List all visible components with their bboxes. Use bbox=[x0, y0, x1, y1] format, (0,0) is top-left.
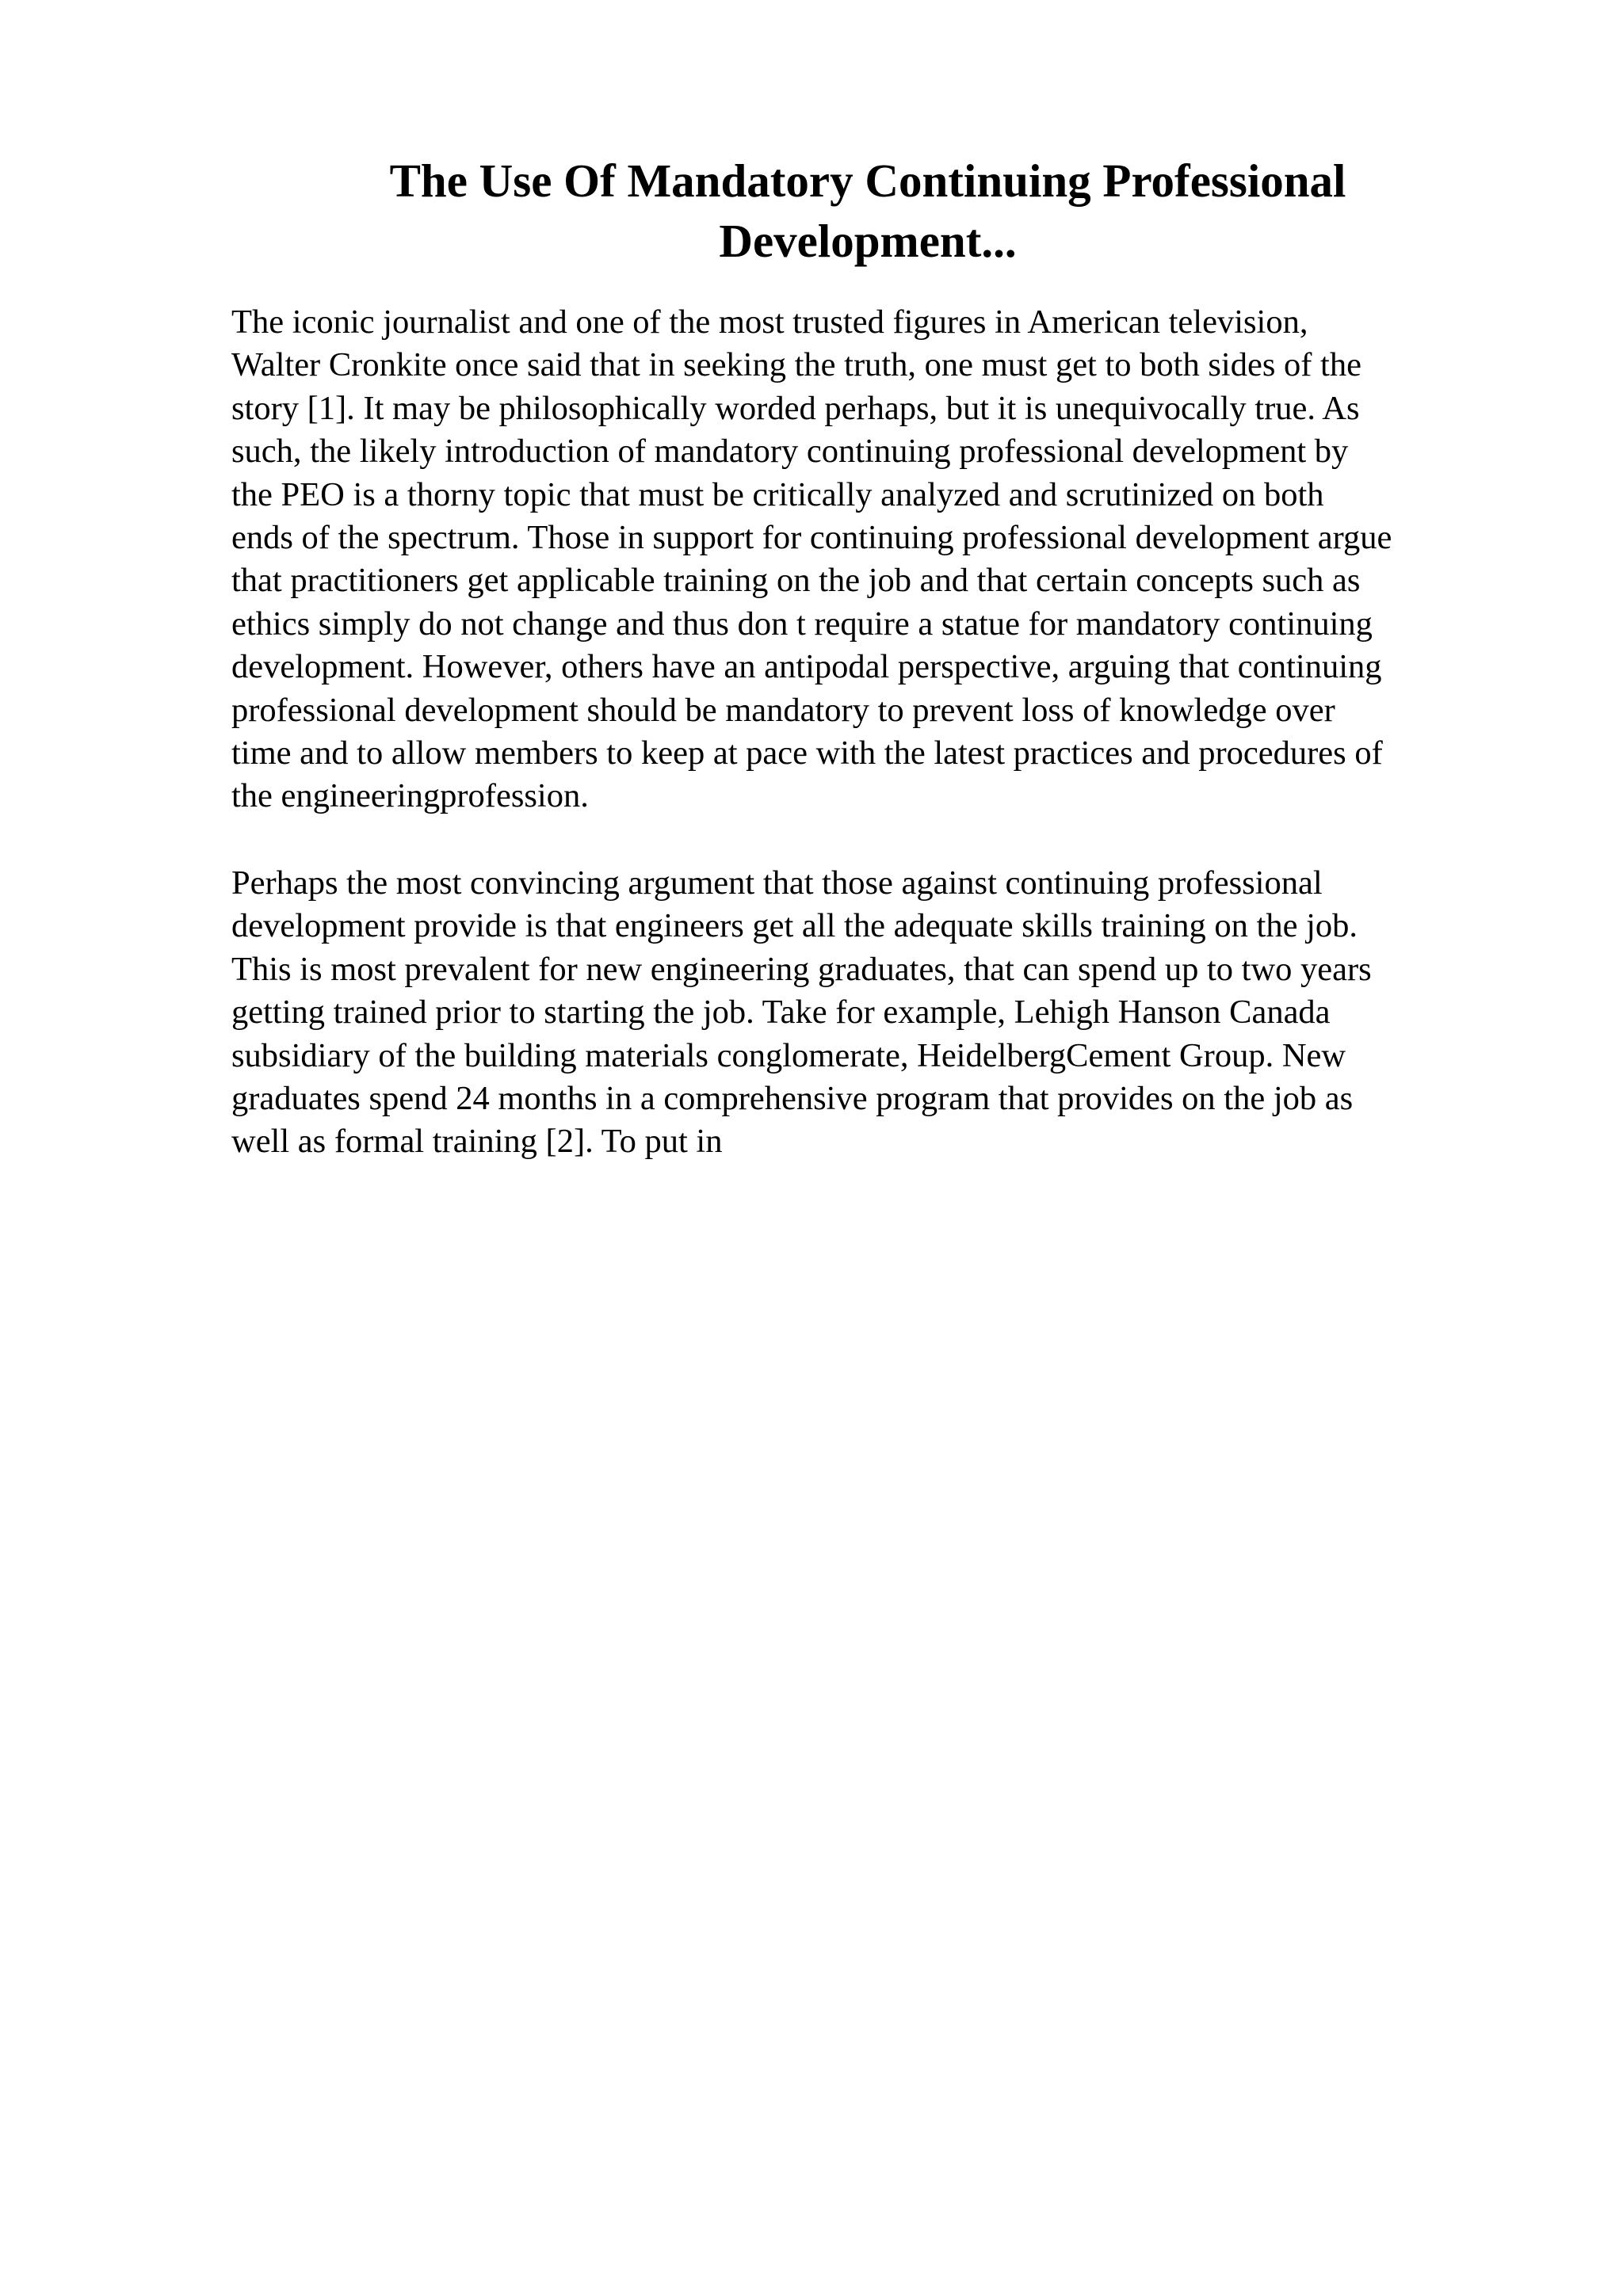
text-line: getting trained prior to starting the job. Take for example, Lehigh Hanson Canada bbox=[231, 994, 1331, 1032]
text-line: The iconic journalist and one of the most trusted figures in American television, bbox=[231, 303, 1308, 341]
paragraph-2 bbox=[231, 862, 1515, 1164]
text-line: development provide is that engineers get all the adequate skills training on the job. bbox=[231, 907, 1358, 945]
text-line: ends of the spectrum. Those in support for continuing professional development argue bbox=[231, 519, 1392, 557]
text-line: professional development should be mandatory to prevent loss of knowledge over bbox=[231, 691, 1335, 729]
text-line: This is most prevalent for new engineering graduates, that can spend up to two years bbox=[231, 950, 1372, 988]
text-line: development. However, others have an antipodal perspective, arguing that continuing bbox=[231, 648, 1382, 686]
document-body bbox=[231, 301, 1515, 1207]
paragraph-1 bbox=[231, 301, 1515, 818]
text-line: time and to allow members to keep at pace with the latest practices and procedures of bbox=[231, 734, 1383, 772]
text-line: the engineeringprofession. bbox=[231, 777, 589, 815]
text-line: Perhaps the most convincing argument that those against continuing professional bbox=[231, 864, 1323, 902]
text-line: such, the likely introduction of mandatory continuing professional development by bbox=[231, 433, 1349, 471]
document-title: The Use Of Mandatory Continuing Professional Development... bbox=[389, 154, 1346, 267]
text-line: that practitioners get applicable training on the job and that certain concepts such as bbox=[231, 562, 1361, 600]
text-line: Walter Cronkite once said that in seeking the truth, one must get to both sides of the bbox=[231, 346, 1361, 384]
text-line: subsidiary of the building materials conglomerate, HeidelbergCement Group. New bbox=[231, 1036, 1346, 1074]
text-line: ethics simply do not change and thus don t require a statue for mandatory continuing bbox=[231, 605, 1373, 643]
text-line: graduates spend 24 months in a comprehensive program that provides on the job as bbox=[231, 1079, 1354, 1117]
text-line: story [1]. It may be philosophically worded perhaps, but it is unequivocally true. As bbox=[231, 389, 1360, 427]
text-line: well as formal training [2]. To put in bbox=[231, 1123, 723, 1161]
text-line: the PEO is a thorny topic that must be critically analyzed and scrutinized on both bbox=[231, 475, 1324, 513]
